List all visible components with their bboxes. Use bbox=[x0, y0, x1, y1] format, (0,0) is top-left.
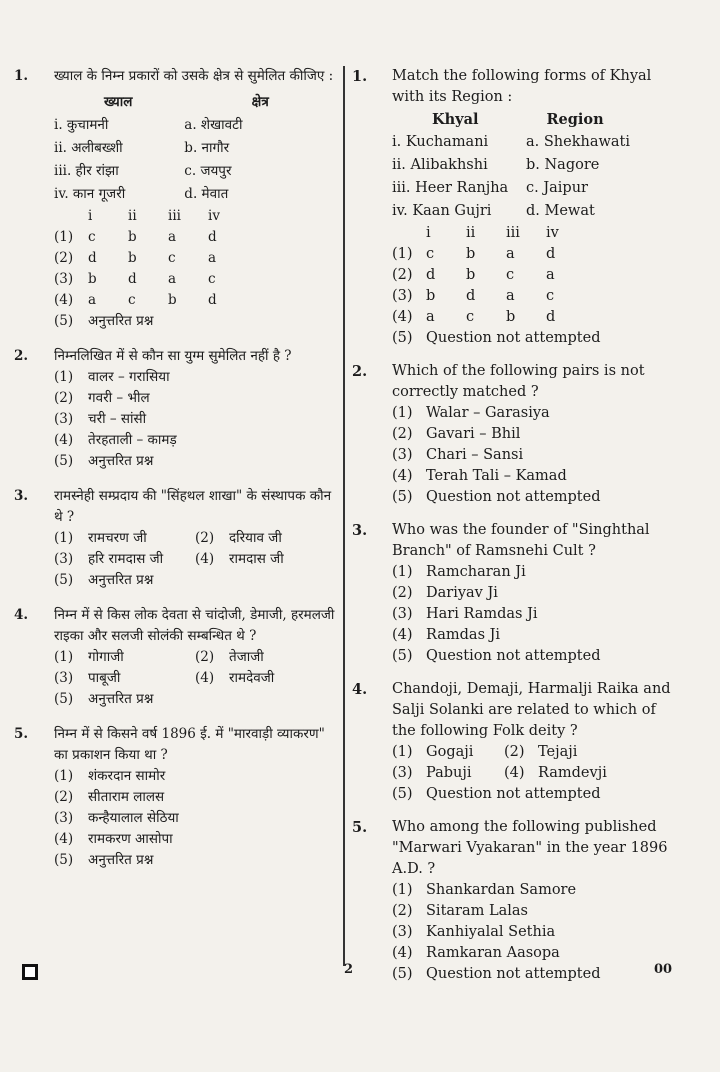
option-number: (4) bbox=[392, 468, 413, 484]
code-value: b bbox=[466, 246, 476, 262]
hi-question-2 bbox=[14, 346, 336, 472]
en-question-3 bbox=[352, 520, 682, 667]
code-value: d bbox=[208, 229, 217, 245]
option-text: Ramkaran Aasopa bbox=[426, 945, 560, 961]
option-5[interactable] bbox=[54, 311, 336, 332]
option-number: (3) bbox=[54, 271, 74, 287]
option-number: (5) bbox=[54, 691, 74, 707]
match-header bbox=[392, 108, 682, 131]
option-3[interactable] bbox=[392, 922, 682, 943]
code-value: d bbox=[426, 267, 436, 283]
code-value: b bbox=[128, 229, 137, 245]
option-2[interactable] bbox=[195, 647, 336, 668]
option-text: अनुत्तरित प्रश्न bbox=[88, 453, 154, 469]
question-number: 1. bbox=[14, 68, 29, 84]
option-text: वालर – गरासिया bbox=[88, 369, 170, 385]
question-text: निम्न में से किसने वर्ष 1896 ई. में "मारवाड़ी व्याकरण" का प्रकाशन किया था ? bbox=[54, 726, 325, 763]
match-row bbox=[54, 137, 336, 160]
match-left: iii. Heer Ranjha bbox=[392, 180, 509, 196]
option-text: सीताराम लालस bbox=[88, 789, 165, 805]
option-text: Sitaram Lalas bbox=[426, 903, 528, 919]
question-number: 3. bbox=[14, 488, 29, 504]
code-value: a bbox=[426, 309, 435, 325]
option-4[interactable] bbox=[195, 549, 336, 570]
code-value: c bbox=[128, 292, 136, 308]
option-row bbox=[54, 549, 336, 570]
question-number: 2. bbox=[352, 363, 368, 380]
option-4[interactable] bbox=[392, 466, 682, 487]
option-number: (4) bbox=[54, 292, 74, 308]
option-text: Question not attempted bbox=[426, 330, 601, 346]
option-4[interactable] bbox=[54, 290, 336, 311]
option-number: (5) bbox=[54, 852, 74, 868]
option-text: रामचरण जी bbox=[88, 530, 147, 546]
option-row bbox=[54, 668, 336, 689]
english-column bbox=[352, 66, 682, 985]
option-number: (5) bbox=[392, 786, 413, 802]
match-right: c. जयपुर bbox=[184, 163, 232, 179]
option-number: (4) bbox=[392, 627, 413, 643]
option-number: (2) bbox=[195, 649, 215, 665]
option-number: (5) bbox=[392, 489, 413, 505]
code-value: d bbox=[128, 271, 137, 287]
option-text: Chari – Sansi bbox=[426, 447, 524, 463]
option-text: Question not attempted bbox=[426, 648, 601, 664]
column-heading-left: ख्याल bbox=[104, 94, 133, 110]
question-text: Chandoji, Demaji, Harmalji Raika and Salji Solanki are related to which of the following Folk deity ? bbox=[392, 681, 671, 739]
option-row bbox=[54, 647, 336, 668]
question-number: 5. bbox=[14, 726, 29, 742]
option-text: अनुत्तरित प्रश्न bbox=[88, 572, 154, 588]
option-number: (1) bbox=[54, 369, 74, 385]
code-value: d bbox=[466, 288, 476, 304]
option-text: गोगाजी bbox=[88, 649, 124, 665]
option-4[interactable] bbox=[195, 668, 336, 689]
option-number: (2) bbox=[392, 903, 413, 919]
option-3[interactable] bbox=[392, 763, 504, 784]
option-number: (2) bbox=[195, 530, 215, 546]
code-value: a bbox=[506, 288, 515, 304]
code-head: iii bbox=[168, 208, 181, 224]
option-2[interactable] bbox=[54, 787, 336, 808]
option-5[interactable] bbox=[392, 646, 682, 667]
option-number: (2) bbox=[54, 390, 74, 406]
match-left: iii. हीर रांझा bbox=[54, 163, 119, 179]
option-text: Dariyav Ji bbox=[426, 585, 498, 601]
hi-question-3 bbox=[14, 486, 336, 591]
code-value: d bbox=[88, 250, 97, 266]
option-text: Question not attempted bbox=[426, 966, 601, 982]
code-value: a bbox=[168, 271, 177, 287]
option-number: (4) bbox=[392, 309, 413, 325]
code-value: b bbox=[128, 250, 137, 266]
option-text: Question not attempted bbox=[426, 489, 601, 505]
en-question-4 bbox=[352, 679, 682, 805]
option-text: Question not attempted bbox=[426, 786, 601, 802]
option-text: चरी – सांसी bbox=[88, 411, 147, 427]
option-1[interactable] bbox=[54, 528, 195, 549]
code-value: c bbox=[466, 309, 475, 325]
column-heading-right: क्षेत्र bbox=[251, 94, 269, 110]
code-value: b bbox=[88, 271, 97, 287]
en-question-1 bbox=[352, 66, 682, 349]
match-row bbox=[54, 114, 336, 137]
match-left: i. कुचामनी bbox=[54, 117, 109, 133]
code-value: b bbox=[466, 267, 476, 283]
option-5[interactable] bbox=[54, 689, 336, 710]
option-number: (5) bbox=[392, 330, 413, 346]
option-2[interactable] bbox=[392, 265, 682, 286]
option-1[interactable] bbox=[54, 647, 195, 668]
option-text: Ramdas Ji bbox=[426, 627, 501, 643]
option-number: (3) bbox=[54, 670, 74, 686]
option-3[interactable] bbox=[392, 604, 682, 625]
option-1[interactable] bbox=[54, 367, 336, 388]
match-left: ii. अलीबख्शी bbox=[54, 140, 123, 156]
column-divider bbox=[343, 66, 345, 966]
match-right: b. Nagore bbox=[525, 157, 600, 173]
option-number: (5) bbox=[54, 453, 74, 469]
page-number: 2 bbox=[344, 962, 354, 977]
question-text: रामस्नेही सम्प्रदाय की "सिंहथल शाखा" के संस्थापक कौन थे ? bbox=[54, 488, 332, 525]
option-5[interactable] bbox=[392, 487, 682, 508]
option-number: (1) bbox=[392, 564, 413, 580]
option-number: (3) bbox=[54, 411, 74, 427]
option-number: (4) bbox=[392, 945, 413, 961]
hi-question-4 bbox=[14, 605, 336, 710]
match-right: a. शेखावटी bbox=[184, 117, 243, 133]
option-number: (1) bbox=[54, 649, 74, 665]
option-text: Ramdevji bbox=[538, 765, 607, 781]
code-header bbox=[392, 223, 682, 244]
option-row bbox=[392, 763, 682, 784]
code-head: ii bbox=[466, 225, 476, 241]
option-number: (2) bbox=[504, 744, 525, 760]
option-number: (2) bbox=[54, 789, 74, 805]
question-text: Which of the following pairs is not correctly matched ? bbox=[392, 363, 645, 400]
option-1[interactable] bbox=[54, 766, 336, 787]
column-heading-right: Region bbox=[546, 111, 604, 128]
code-value: b bbox=[168, 292, 177, 308]
option-4[interactable] bbox=[392, 943, 682, 964]
match-right: a. Shekhawati bbox=[525, 134, 630, 150]
match-left: iv. कान गूजरी bbox=[54, 186, 126, 202]
option-number: (5) bbox=[392, 966, 413, 982]
option-4[interactable] bbox=[392, 625, 682, 646]
en-question-2 bbox=[352, 361, 682, 508]
code-value: a bbox=[546, 267, 555, 283]
option-number: (5) bbox=[392, 648, 413, 664]
option-number: (4) bbox=[195, 551, 215, 567]
option-number: (3) bbox=[392, 447, 413, 463]
option-text: शंकरदान सामोर bbox=[88, 768, 166, 784]
hindi-column bbox=[14, 66, 336, 871]
option-text: रामदास जी bbox=[229, 551, 284, 567]
option-text: पाबूजी bbox=[88, 670, 121, 686]
option-2[interactable] bbox=[504, 742, 652, 763]
option-text: तेजाजी bbox=[229, 649, 264, 665]
option-5[interactable] bbox=[392, 328, 682, 349]
question-text: Who among the following published "Marwari Vyakaran" in the year 1896 A.D. ? bbox=[392, 819, 668, 877]
option-number: (3) bbox=[392, 765, 413, 781]
match-left: iv. Kaan Gujri bbox=[392, 203, 492, 219]
match-right: d. Mewat bbox=[525, 203, 595, 219]
option-text: रामदेवजी bbox=[229, 670, 275, 686]
match-right: d. मेवात bbox=[184, 186, 229, 202]
question-number: 4. bbox=[14, 607, 29, 623]
code-value: c bbox=[546, 288, 555, 304]
match-right: b. नागौर bbox=[184, 140, 230, 156]
option-text: तेरहताली – कामड़ bbox=[88, 432, 177, 448]
option-number: (4) bbox=[54, 831, 74, 847]
option-number: (3) bbox=[54, 810, 74, 826]
option-text: दरियाव जी bbox=[229, 530, 282, 546]
option-4[interactable] bbox=[504, 763, 652, 784]
match-right: c. Jaipur bbox=[525, 180, 588, 196]
option-4[interactable] bbox=[54, 430, 336, 451]
match-row bbox=[54, 183, 336, 206]
option-text: अनुत्तरित प्रश्न bbox=[88, 313, 154, 329]
option-2[interactable] bbox=[195, 528, 336, 549]
page-code: 00 bbox=[654, 962, 673, 977]
code-head: i bbox=[426, 225, 431, 241]
code-header bbox=[54, 206, 336, 227]
option-5[interactable] bbox=[54, 451, 336, 472]
option-number: (1) bbox=[54, 229, 74, 245]
code-value: c bbox=[168, 250, 176, 266]
option-number: (3) bbox=[392, 606, 413, 622]
code-value: a bbox=[88, 292, 97, 308]
code-value: c bbox=[208, 271, 216, 287]
code-value: c bbox=[506, 267, 515, 283]
option-number: (2) bbox=[392, 426, 413, 442]
code-value: a bbox=[208, 250, 217, 266]
question-text: निम्नलिखित में से कौन सा युग्म सुमेलित नहीं है ? bbox=[54, 348, 292, 364]
option-text: अनुत्तरित प्रश्न bbox=[88, 852, 154, 868]
code-value: b bbox=[426, 288, 436, 304]
match-row bbox=[392, 177, 682, 200]
option-3[interactable] bbox=[392, 445, 682, 466]
option-1[interactable] bbox=[392, 742, 504, 763]
code-value: b bbox=[506, 309, 516, 325]
option-number: (3) bbox=[392, 924, 413, 940]
option-2[interactable] bbox=[392, 424, 682, 445]
option-number: (4) bbox=[195, 670, 215, 686]
option-5[interactable] bbox=[54, 850, 336, 871]
question-number: 2. bbox=[14, 348, 29, 364]
option-number: (4) bbox=[54, 432, 74, 448]
question-number: 4. bbox=[352, 681, 368, 698]
code-value: a bbox=[506, 246, 515, 262]
option-3[interactable] bbox=[54, 269, 336, 290]
option-number: (1) bbox=[392, 246, 413, 262]
option-text: Ramcharan Ji bbox=[426, 564, 526, 580]
option-text: Terah Tali – Kamad bbox=[426, 468, 567, 484]
option-3[interactable] bbox=[392, 286, 682, 307]
option-2[interactable] bbox=[392, 583, 682, 604]
code-value: d bbox=[546, 246, 556, 262]
question-text: Who was the founder of "Singhthal Branch" of Ramsnehi Cult ? bbox=[392, 522, 650, 559]
option-number: (4) bbox=[504, 765, 525, 781]
option-4[interactable] bbox=[54, 829, 336, 850]
question-number: 5. bbox=[352, 819, 368, 836]
match-header bbox=[54, 91, 336, 114]
option-1[interactable] bbox=[392, 403, 682, 424]
code-head: iv bbox=[208, 208, 220, 224]
option-5[interactable] bbox=[392, 964, 682, 985]
option-3[interactable] bbox=[54, 409, 336, 430]
match-left: ii. Alibakhshi bbox=[392, 157, 488, 173]
option-4[interactable] bbox=[392, 307, 682, 328]
option-text: रामकरण आसोपा bbox=[88, 831, 173, 847]
option-number: (3) bbox=[54, 551, 74, 567]
question-text: निम्न में से किस लोक देवता से चांदोजी, डेमाजी, हरमलजी राइका और सलजी सोलंकी सम्बन्धित थे ? bbox=[54, 607, 335, 644]
code-value: c bbox=[426, 246, 435, 262]
option-number: (1) bbox=[392, 405, 413, 421]
option-text: Gogaji bbox=[426, 744, 474, 760]
question-text: Match the following forms of Khyal with its Region : bbox=[392, 68, 652, 105]
option-row bbox=[392, 742, 682, 763]
option-5[interactable] bbox=[54, 570, 336, 591]
en-question-5 bbox=[352, 817, 682, 985]
option-text: Walar – Garasiya bbox=[426, 405, 550, 421]
option-1[interactable] bbox=[392, 562, 682, 583]
option-number: (1) bbox=[54, 768, 74, 784]
option-number: (2) bbox=[392, 585, 413, 601]
code-value: a bbox=[168, 229, 177, 245]
option-text: Tejaji bbox=[538, 744, 578, 760]
option-2[interactable] bbox=[392, 901, 682, 922]
option-3[interactable] bbox=[54, 808, 336, 829]
option-3[interactable] bbox=[54, 668, 195, 689]
option-2[interactable] bbox=[54, 248, 336, 269]
option-text: Gavari – Bhil bbox=[426, 426, 521, 442]
option-3[interactable] bbox=[54, 549, 195, 570]
column-heading-left: Khyal bbox=[432, 111, 479, 128]
question-number: 1. bbox=[352, 68, 368, 85]
option-number: (5) bbox=[54, 572, 74, 588]
option-text: Hari Ramdas Ji bbox=[426, 606, 538, 622]
code-head: ii bbox=[128, 208, 137, 224]
option-5[interactable] bbox=[392, 784, 682, 805]
match-row bbox=[392, 131, 682, 154]
option-text: Kanhiyalal Sethia bbox=[426, 924, 556, 940]
corner-mark bbox=[22, 964, 38, 980]
option-1[interactable] bbox=[54, 227, 336, 248]
option-number: (2) bbox=[392, 267, 413, 283]
option-text: कन्हैयालाल सेठिया bbox=[88, 810, 179, 826]
question-text: ख्याल के निम्न प्रकारों को उसके क्षेत्र से सुमेलित कीजिए : bbox=[54, 68, 334, 84]
match-row bbox=[392, 154, 682, 177]
option-text: Pabuji bbox=[426, 765, 472, 781]
option-number: (3) bbox=[392, 288, 413, 304]
code-head: iv bbox=[546, 225, 559, 241]
option-number: (1) bbox=[392, 744, 413, 760]
match-left: i. Kuchamani bbox=[392, 134, 489, 150]
option-text: हरि रामदास जी bbox=[88, 551, 164, 567]
code-value: c bbox=[88, 229, 96, 245]
code-head: i bbox=[88, 208, 93, 224]
hi-question-1 bbox=[14, 66, 336, 332]
option-2[interactable] bbox=[54, 388, 336, 409]
option-number: (1) bbox=[54, 530, 74, 546]
option-row bbox=[54, 528, 336, 549]
match-row bbox=[392, 200, 682, 223]
code-value: d bbox=[546, 309, 556, 325]
code-head: iii bbox=[506, 225, 520, 241]
option-1[interactable] bbox=[392, 244, 682, 265]
option-text: अनुत्तरित प्रश्न bbox=[88, 691, 154, 707]
match-row bbox=[54, 160, 336, 183]
option-text: गवरी – भील bbox=[88, 390, 150, 406]
code-value: d bbox=[208, 292, 217, 308]
option-number: (5) bbox=[54, 313, 74, 329]
option-text: Shankardan Samore bbox=[426, 882, 577, 898]
hi-question-5 bbox=[14, 724, 336, 871]
option-number: (1) bbox=[392, 882, 413, 898]
option-1[interactable] bbox=[392, 880, 682, 901]
option-number: (2) bbox=[54, 250, 74, 266]
question-number: 3. bbox=[352, 522, 368, 539]
